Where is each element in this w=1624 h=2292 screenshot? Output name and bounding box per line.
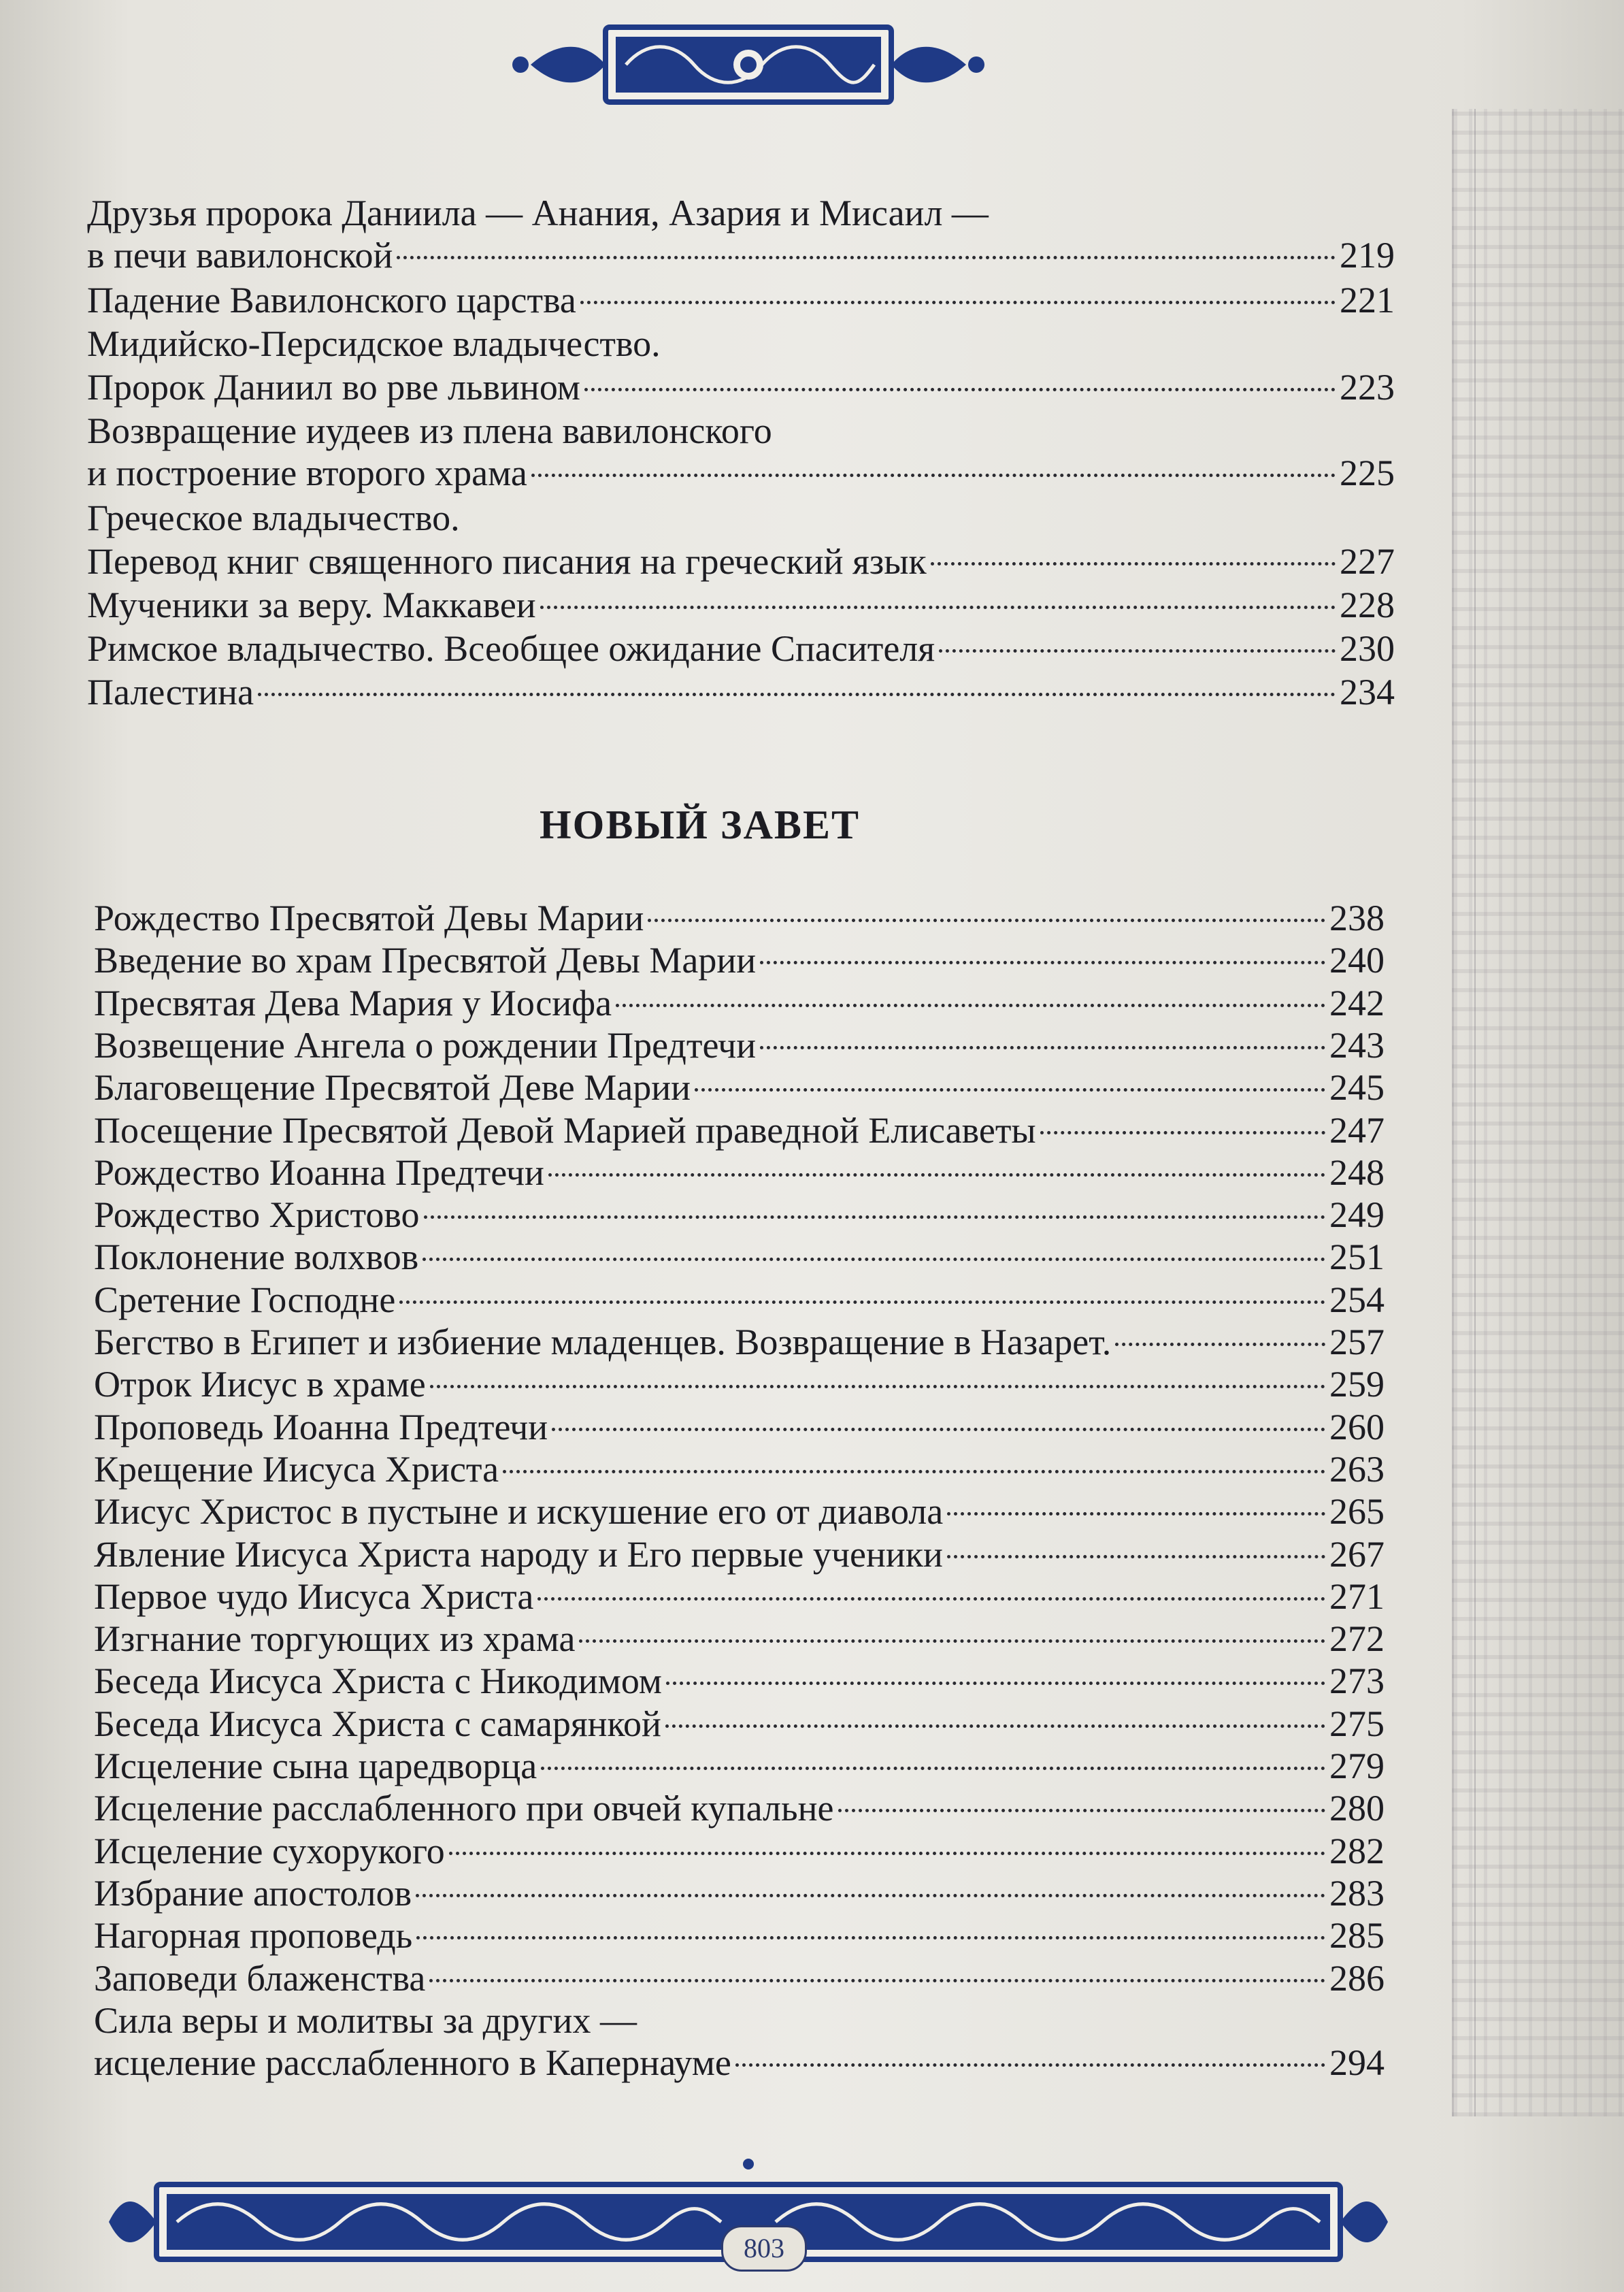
- toc-entry-line: [87, 452, 1395, 494]
- toc-entry-title: Падение Вавилонского царства: [87, 280, 576, 321]
- toc-entry-page: 230: [1340, 628, 1395, 669]
- dot-leader: [430, 1385, 1325, 1388]
- toc-entry-page: 265: [1329, 1491, 1385, 1533]
- toc-entry-line: [94, 1999, 1385, 2042]
- toc-entry-page: 238: [1329, 898, 1385, 938]
- toc-entry-page: 273: [1329, 1660, 1385, 1702]
- toc-entry-page: 219: [1340, 235, 1395, 276]
- toc-entry-title: Проповедь Иоанна Предтечи: [94, 1406, 548, 1447]
- toc-entry-page: 283: [1329, 1872, 1385, 1914]
- dot-leader: [541, 1767, 1325, 1770]
- toc-entry-title: Пророк Даниил во рве львином: [87, 367, 580, 408]
- toc-entry[interactable]: [94, 1321, 1385, 1363]
- toc-entry-title: Мидийско-Персидское владычество.: [87, 323, 661, 364]
- toc-entry-line: [94, 1745, 1385, 1787]
- toc-entry-line: [94, 1703, 1385, 1745]
- toc-entry[interactable]: [94, 1872, 1385, 1914]
- toc-entry-line: [94, 1575, 1385, 1618]
- toc-entry[interactable]: [94, 1533, 1385, 1575]
- toc-entry-page: 260: [1329, 1406, 1385, 1447]
- toc-entry[interactable]: [94, 1745, 1385, 1787]
- toc-entry-title: Крещение Иисуса Христа: [94, 1448, 499, 1490]
- dot-leader: [580, 301, 1336, 304]
- toc-entry-line: [94, 1957, 1385, 1999]
- toc-entry-line: [94, 1279, 1385, 1321]
- toc-entry[interactable]: [94, 1448, 1385, 1490]
- toc-entry[interactable]: [87, 497, 1395, 539]
- toc-entry-title: Римское владычество. Всеобщее ожидание Спасителя: [87, 628, 935, 669]
- toc-entry-page: 275: [1329, 1703, 1385, 1744]
- toc-entry-title: Греческое владычество.: [87, 497, 460, 538]
- toc-entry-page: 286: [1329, 1957, 1385, 1999]
- toc-entry[interactable]: [94, 1024, 1385, 1066]
- toc-entry-line: [94, 1872, 1385, 1914]
- toc-entry[interactable]: [94, 1490, 1385, 1533]
- toc-entry-title: Благовещение Пресвятой Деве Марии: [94, 1067, 691, 1109]
- toc-entry-title: Исцеление сына царедворца: [94, 1746, 537, 1786]
- toc-entry[interactable]: [87, 192, 1395, 276]
- toc-entry[interactable]: [94, 1957, 1385, 1999]
- toc-entry-page: 272: [1329, 1618, 1385, 1660]
- toc-entry[interactable]: [94, 1660, 1385, 1702]
- toc-entry-page: 251: [1329, 1237, 1385, 1278]
- dot-leader: [429, 1979, 1325, 1982]
- toc-entry-title: Иисус Христос в пустыне и искушение его от диавола: [94, 1491, 944, 1533]
- dot-leader: [416, 1894, 1325, 1897]
- dot-leader: [397, 256, 1336, 259]
- toc-entry-title: Явление Иисуса Христа народу и Его первые ученики: [94, 1533, 943, 1575]
- dot-leader: [503, 1470, 1325, 1473]
- toc-entry-title: Палестина: [87, 672, 254, 713]
- toc-entry-line: [87, 540, 1395, 583]
- toc-entry-title: Исцеление расслабленного при овчей купальне: [94, 1788, 834, 1829]
- toc-entry-line: [94, 1151, 1385, 1194]
- dot-leader: [666, 1682, 1325, 1685]
- dot-leader: [931, 562, 1336, 566]
- toc-entry-title: Избрание апостолов: [94, 1872, 412, 1914]
- dot-leader: [548, 1173, 1325, 1177]
- toc-entry-title: Посещение Пресвятой Девой Марией праведной Елисаветы: [94, 1109, 1036, 1151]
- toc-entry-line: [94, 1194, 1385, 1236]
- toc-entry-title: в печи вавилонской: [87, 235, 393, 276]
- toc-entry[interactable]: [94, 982, 1385, 1024]
- dot-leader: [531, 474, 1336, 477]
- toc-entry-page: 249: [1329, 1194, 1385, 1236]
- toc-entry-line: [87, 234, 1395, 276]
- toc-entry-title: Рождество Иоанна Предтечи: [94, 1151, 544, 1193]
- dot-leader: [422, 1258, 1325, 1261]
- toc-entry-title: Изгнание торгующих из храма: [94, 1618, 576, 1660]
- toc-entry-title: Сретение Господне: [94, 1279, 396, 1320]
- toc-entry-page: 294: [1329, 2042, 1385, 2083]
- toc-entry[interactable]: [87, 323, 1395, 365]
- toc-entry[interactable]: [87, 584, 1395, 626]
- toc-entry[interactable]: [94, 1279, 1385, 1321]
- toc-entry-page: 223: [1340, 367, 1395, 408]
- toc-entry-page: 225: [1340, 453, 1395, 493]
- toc-entry-title: Поклонение волхвов: [94, 1237, 419, 1278]
- page-number: 803: [721, 2225, 807, 2272]
- toc-entry-page: 267: [1329, 1533, 1385, 1575]
- toc-entry-line: [87, 627, 1395, 670]
- toc-entry[interactable]: [94, 1703, 1385, 1745]
- toc-entry[interactable]: [94, 1236, 1385, 1278]
- toc-entry-page: 282: [1329, 1830, 1385, 1871]
- toc-entry-line: [94, 1533, 1385, 1575]
- toc-entry-line: [94, 1236, 1385, 1278]
- dot-leader: [449, 1852, 1325, 1855]
- dot-leader: [540, 606, 1336, 609]
- toc-entry-title: Первое чудо Иисуса Христа: [94, 1575, 534, 1617]
- toc-entry-title: Друзья пророка Даниила — Анания, Азария и Мисаил —: [87, 193, 989, 233]
- dot-leader: [537, 1597, 1325, 1601]
- section-heading: НОВЫЙ ЗАВЕТ: [539, 802, 860, 847]
- toc-entry-line: [94, 1406, 1385, 1448]
- toc-entry-title: Перевод книг священного писания на греческий язык: [87, 541, 927, 582]
- toc-entry-line: [94, 1321, 1385, 1363]
- toc-entry-line: [94, 1830, 1385, 1872]
- toc-entry-title: Беседа Иисуса Христа с самарянкой: [94, 1703, 661, 1744]
- dot-leader: [579, 1639, 1325, 1643]
- toc-entry-page: 279: [1329, 1746, 1385, 1786]
- toc-entry-line: [94, 982, 1385, 1024]
- toc-entry-page: 285: [1329, 1915, 1385, 1957]
- dot-leader: [1040, 1131, 1325, 1134]
- toc-entry[interactable]: [87, 671, 1395, 713]
- toc-entry-page: 245: [1329, 1067, 1385, 1109]
- dot-leader: [648, 919, 1325, 922]
- toc-entry-line: [87, 410, 1395, 452]
- toc-entry[interactable]: [87, 540, 1395, 583]
- toc-entry-title: Бегство в Египет и избиение младенцев. Возвращение в Назарет.: [94, 1322, 1112, 1362]
- toc-entry-page: 280: [1329, 1788, 1385, 1829]
- toc-entry[interactable]: [94, 1151, 1385, 1194]
- toc-entry-line: [94, 897, 1385, 939]
- toc-entry-title: Рождество Пресвятой Девы Марии: [94, 898, 644, 938]
- dot-leader: [584, 388, 1336, 391]
- dot-leader: [947, 1555, 1325, 1558]
- dot-leader: [695, 1088, 1325, 1092]
- dot-leader: [399, 1300, 1325, 1304]
- toc-entry-title: Отрок Иисус в храме: [94, 1364, 426, 1405]
- dot-leader: [552, 1428, 1325, 1431]
- dot-leader: [947, 1512, 1325, 1516]
- toc-entry-line: [94, 1787, 1385, 1829]
- toc-entry-line: [87, 671, 1395, 713]
- toc-entry-page: 254: [1329, 1279, 1385, 1320]
- toc-entry-title: Введение во храм Пресвятой Девы Марии: [94, 940, 757, 981]
- toc-entry-page: 263: [1329, 1448, 1385, 1490]
- toc-entry[interactable]: [94, 1066, 1385, 1109]
- toc-entry-title: Возвещение Ангела о рождении Предтечи: [94, 1024, 757, 1066]
- toc-entry-line: [94, 1024, 1385, 1066]
- toc-entry-line: [87, 366, 1395, 408]
- toc-entry[interactable]: [94, 1999, 1385, 2084]
- toc-entry[interactable]: [94, 1830, 1385, 1872]
- toc-entry-line: [87, 279, 1395, 321]
- toc-entry-line: [87, 323, 1395, 365]
- dot-leader: [616, 1004, 1325, 1007]
- toc-entry-line: [94, 1914, 1385, 1957]
- toc-entry-line: [94, 1660, 1385, 1702]
- toc-entry-title: Нагорная проповедь: [94, 1915, 413, 1957]
- toc-entry-line: [94, 1066, 1385, 1109]
- toc-entry[interactable]: [94, 1363, 1385, 1405]
- toc-entry-title: Исцеление сухорукого: [94, 1830, 445, 1871]
- toc-entry-page: 242: [1329, 982, 1385, 1024]
- toc-entry-page: 259: [1329, 1364, 1385, 1405]
- dot-leader: [1115, 1343, 1325, 1346]
- toc-entry[interactable]: [87, 366, 1395, 408]
- toc-entry-line: [94, 1363, 1385, 1405]
- dot-leader: [735, 2063, 1325, 2067]
- toc-entry-title: исцеление расслабленного в Капернауме: [94, 2042, 731, 2083]
- toc-entry-page: 271: [1329, 1575, 1385, 1617]
- dot-leader: [760, 961, 1325, 964]
- toc-entry[interactable]: [94, 1194, 1385, 1236]
- toc-entry[interactable]: [87, 627, 1395, 670]
- dot-leader: [838, 1809, 1326, 1812]
- toc-entry-line: [94, 2042, 1385, 2084]
- toc-entry-line: [94, 939, 1385, 981]
- toc-entry-title: Заповеди блаженства: [94, 1957, 426, 1999]
- toc-entry-title: Рождество Христово: [94, 1194, 420, 1236]
- toc-entry-title: и построение второго храма: [87, 453, 527, 493]
- dot-leader: [258, 693, 1336, 696]
- toc-entry[interactable]: [94, 1618, 1385, 1660]
- dot-leader: [416, 1936, 1325, 1939]
- toc-entry[interactable]: [94, 1109, 1385, 1151]
- toc-entry[interactable]: [94, 1406, 1385, 1448]
- toc-entry-line: [87, 584, 1395, 626]
- toc-entry-page: 240: [1329, 940, 1385, 981]
- toc-entry-title: Сила веры и молитвы за других —: [94, 1999, 637, 2041]
- toc-entry-title: Беседа Иисуса Христа с Никодимом: [94, 1660, 662, 1702]
- dot-leader: [760, 1046, 1325, 1049]
- toc-entry-page: 257: [1329, 1322, 1385, 1362]
- dot-leader: [424, 1215, 1325, 1219]
- toc-entry[interactable]: [94, 939, 1385, 981]
- toc-entry-page: 248: [1329, 1151, 1385, 1193]
- toc-entry-page: 243: [1329, 1024, 1385, 1066]
- toc-entry-title: Возвращение иудеев из плена вавилонского: [87, 410, 772, 451]
- toc-entry-line: [94, 1448, 1385, 1490]
- toc-entry-line: [94, 1109, 1385, 1151]
- toc-entry-page: 221: [1340, 280, 1395, 321]
- toc-entry[interactable]: [94, 1914, 1385, 1957]
- toc-entry-line: [94, 1490, 1385, 1533]
- toc-entry[interactable]: [94, 1787, 1385, 1829]
- toc-entry-line: [87, 497, 1395, 539]
- toc-entry-page: 247: [1329, 1109, 1385, 1151]
- toc-entry[interactable]: [87, 279, 1395, 321]
- toc-entry-page: 234: [1340, 672, 1395, 713]
- dot-leader: [665, 1724, 1325, 1728]
- toc-entry-line: [87, 192, 1395, 234]
- toc-entry-title: Мученики за веру. Маккавеи: [87, 585, 536, 625]
- toc-entry-page: 228: [1340, 585, 1395, 625]
- toc-entry-title: Пресвятая Дева Мария у Иосифа: [94, 982, 612, 1024]
- toc-entry[interactable]: [87, 410, 1395, 494]
- dot-leader: [939, 649, 1336, 653]
- toc-entry[interactable]: [94, 1575, 1385, 1618]
- toc-entry-page: 227: [1340, 541, 1395, 582]
- toc-entry[interactable]: [94, 897, 1385, 939]
- toc-entry-line: [94, 1618, 1385, 1660]
